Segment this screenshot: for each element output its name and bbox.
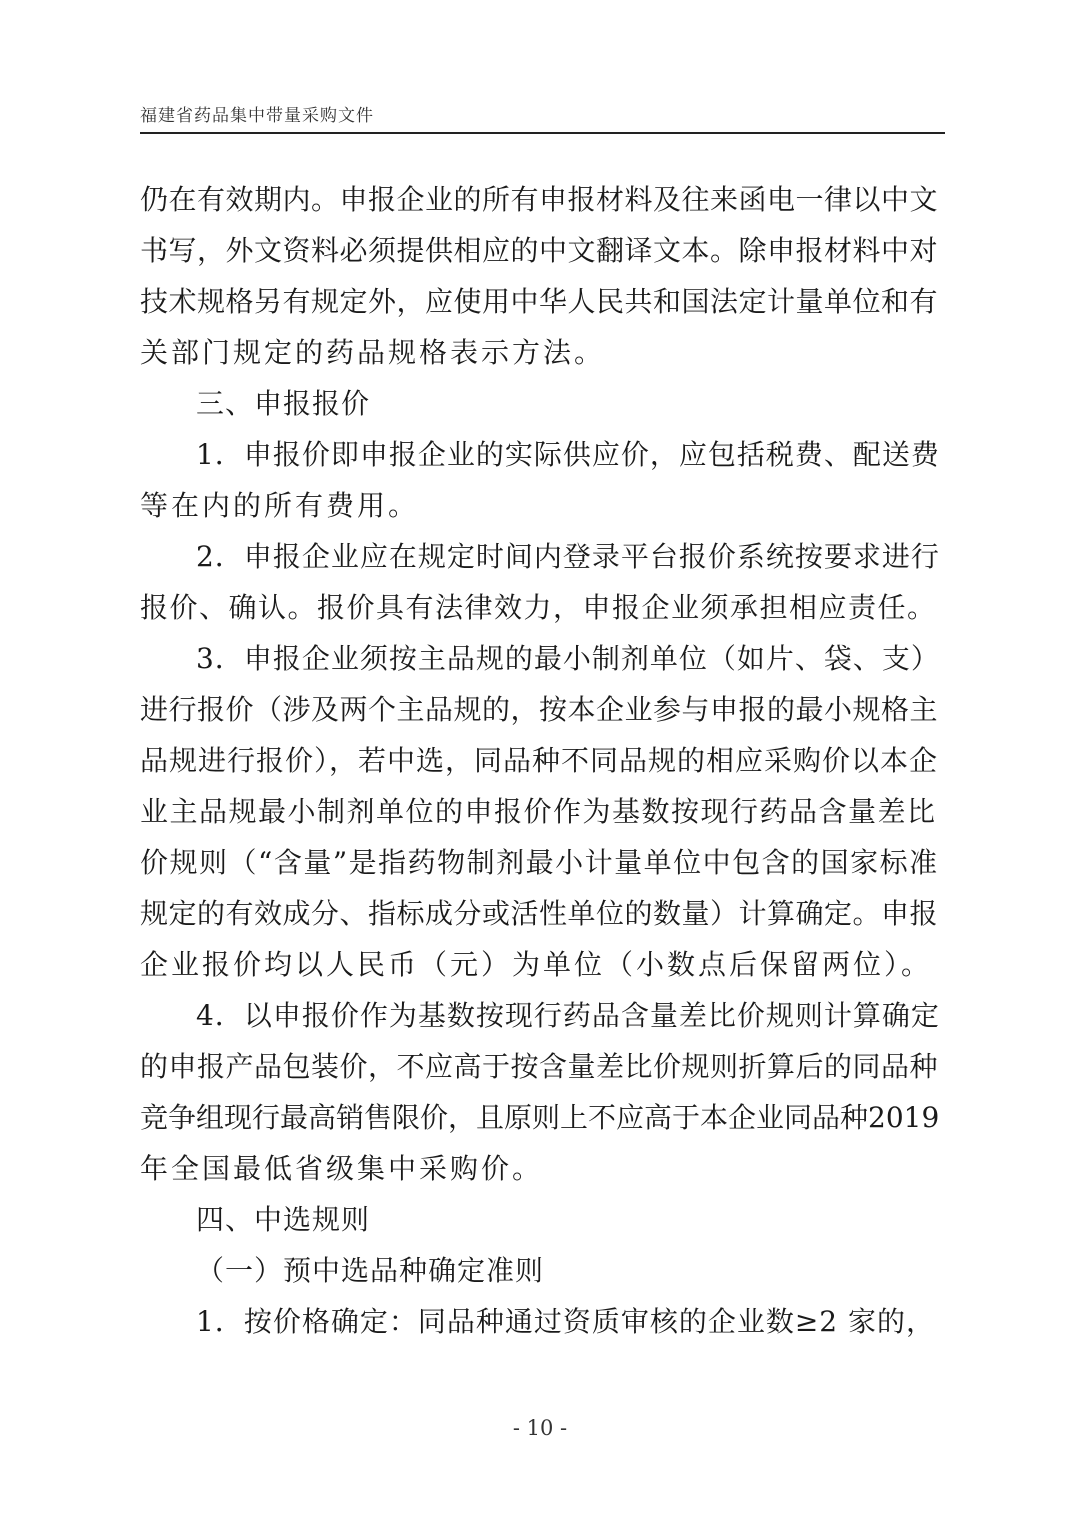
paragraph-line: 3．申报企业须按主品规的最小制剂单位（如片、袋、支） — [196, 642, 940, 675]
paragraph-line: 技术规格另有规定外，应使用中华人民共和国法定计量单位和有 — [140, 285, 939, 318]
paragraph-line: 书写，外文资料必须提供相应的中文翻译文本。除申报材料中对 — [140, 234, 939, 267]
paragraph-line: 的申报产品包装价，不应高于按含量差比价规则折算后的同品种 — [140, 1050, 939, 1083]
paragraph-line: 4．以申报价作为基数按现行药品含量差比价规则计算确定 — [196, 999, 940, 1032]
paragraph-line: 品规进行报价），若中选，同品种不同品规的相应采购价以本企 — [140, 744, 939, 777]
paragraph-line: 关部门规定的药品规格表示方法。 — [140, 336, 606, 369]
paragraph-line: 报价、确认。报价具有法律效力，申报企业须承担相应责任。 — [140, 591, 937, 624]
section-heading: 三、申报报价 — [196, 387, 371, 420]
paragraph-line: 1．申报价即申报企业的实际供应价，应包括税费、配送费 — [196, 438, 940, 471]
paragraph-line: 1．按价格确定：同品种通过资质审核的企业数≥2 家的， — [196, 1305, 935, 1338]
paragraph-line: 进行报价（涉及两个主品规的，按本企业参与申报的最小规格主 — [140, 693, 939, 726]
paragraph-line: 业主品规最小制剂单位的申报价作为基数按现行药品含量差比 — [140, 795, 937, 828]
paragraph-line: 2．申报企业应在规定时间内登录平台报价系统按要求进行 — [196, 540, 940, 573]
page-number: - 10 - — [512, 1416, 568, 1440]
paragraph-line: 企业报价均以人民币（元）为单位（小数点后保留两位）。 — [140, 948, 933, 981]
section-heading: 四、中选规则 — [196, 1203, 371, 1236]
paragraph-line: 价规则（“含量”是指药物制剂最小计量单位中包含的国家标准 — [140, 846, 939, 879]
paragraph-line: 竞争组现行最高销售限价，且原则上不应高于本企业同品种2019 — [140, 1101, 940, 1134]
paragraph-line: 仍在有效期内。申报企业的所有申报材料及往来函电一律以中文 — [140, 183, 939, 216]
paragraph-line: 年全国最低省级集中采购价。 — [140, 1152, 544, 1185]
paragraph-line: 规定的有效成分、指标成分或活性单位的数量）计算确定。申报 — [140, 897, 939, 930]
document-title: 福建省药品集中带量采购文件 — [140, 106, 374, 126]
subsection-heading: （一）预中选品种确定准则 — [196, 1254, 545, 1287]
paragraph-line: 等在内的所有费用。 — [140, 489, 420, 522]
page-header — [140, 96, 945, 134]
